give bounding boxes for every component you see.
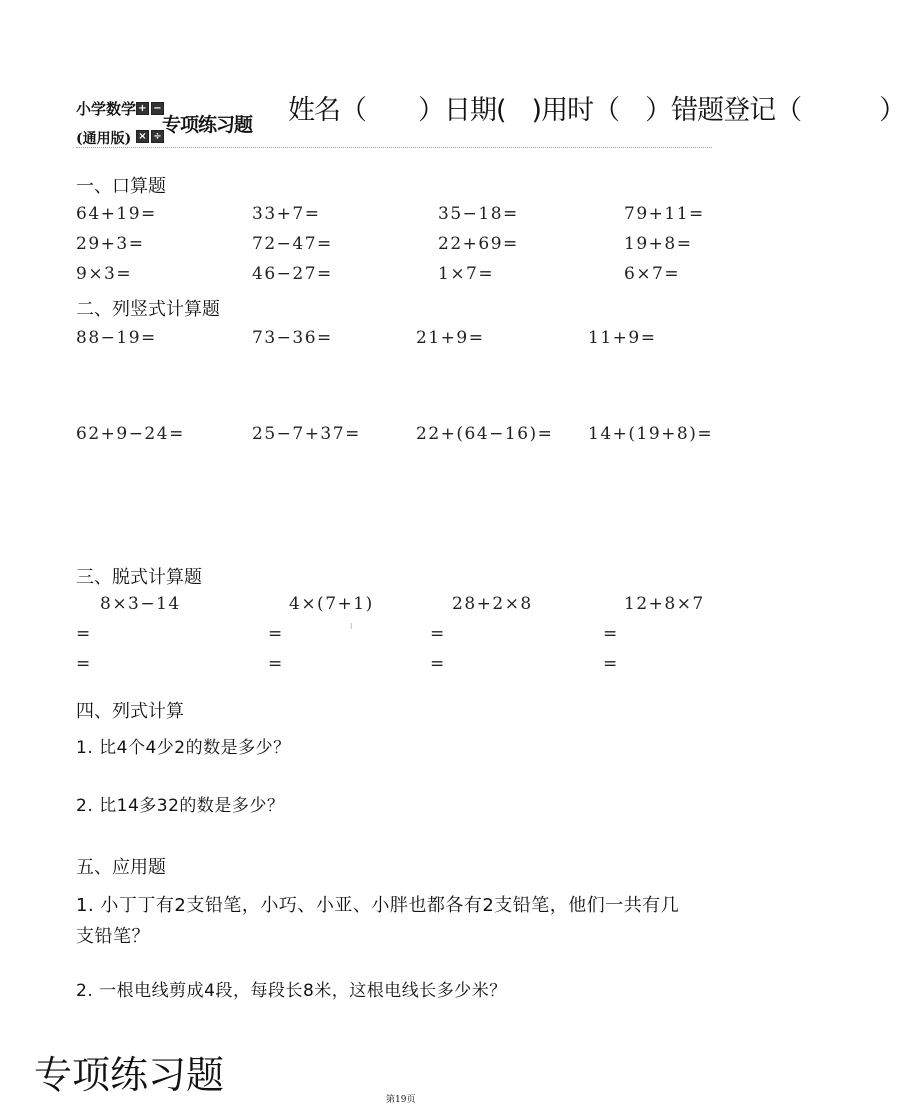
scan-speck: ⁝ xyxy=(350,622,353,631)
equals-sign: = xyxy=(603,654,618,674)
brand-line-1: 小学数学 xyxy=(76,100,137,118)
problem: 35−18= xyxy=(438,204,519,224)
problem: 9×3= xyxy=(76,264,133,284)
problem: 22+(64−16)= xyxy=(416,424,554,444)
equals-sign: = xyxy=(268,654,283,674)
section4-title: 四、列式计算 xyxy=(76,701,184,722)
problem: 46−27= xyxy=(252,264,333,284)
footer-title: 专项练习题 xyxy=(34,1053,225,1097)
equals-sign: = xyxy=(430,624,445,644)
section5-title: 五、应用题 xyxy=(76,857,166,878)
equals-sign: = xyxy=(76,654,91,674)
operator-badges-bottom xyxy=(136,130,164,143)
section1-title: 一、口算题 xyxy=(76,176,166,197)
equals-sign: = xyxy=(268,624,283,644)
problem: 88−19= xyxy=(76,328,157,348)
problem: 62+9−24= xyxy=(76,424,185,444)
problem: 21+9= xyxy=(416,328,485,348)
problem: 22+69= xyxy=(438,234,519,254)
equals-sign: = xyxy=(603,624,618,644)
problem: 33+7= xyxy=(252,204,321,224)
section3-title: 三、脱式计算题 xyxy=(76,567,202,588)
equals-sign: = xyxy=(76,624,91,644)
question: 2. 一根电线剪成4段，每段长8米，这根电线长多少米？ xyxy=(76,981,507,1001)
question: 1. 小丁丁有2支铅笔，小巧、小亚、小胖也都各有2支铅笔，他们一共有几 xyxy=(76,895,680,916)
problem: 64+19= xyxy=(76,204,157,224)
page-number: 第19页 xyxy=(386,1095,416,1105)
section2-title: 二、列竖式计算题 xyxy=(76,299,220,320)
divide-icon: ÷ xyxy=(151,130,164,143)
problem: 79+11= xyxy=(624,204,705,224)
question: 2. 比14多32的数是多少？ xyxy=(76,796,285,816)
problem: 25−7+37= xyxy=(252,424,361,444)
question-continuation: 支铅笔？ xyxy=(76,926,150,947)
problem: 28+2×8 xyxy=(452,594,533,614)
times-icon: × xyxy=(136,130,149,143)
brand-line-2: (通用版) xyxy=(76,131,132,147)
problem: 12+8×7 xyxy=(624,594,705,614)
problem: 6×7= xyxy=(624,264,681,284)
problem: 73−36= xyxy=(252,328,333,348)
problem: 19+8= xyxy=(624,234,693,254)
equals-sign: = xyxy=(430,654,445,674)
operator-badges-top xyxy=(136,102,164,115)
question: 1. 比4个4少2的数是多少？ xyxy=(76,738,291,758)
problem: 29+3= xyxy=(76,234,145,254)
minus-icon: − xyxy=(151,102,164,115)
header-divider xyxy=(76,147,712,148)
brand-title: 专项练习题 xyxy=(162,114,253,136)
student-info-line: 姓名（ ）日期( )用时（ ）错题登记（ ） xyxy=(288,95,905,126)
problem: 14+(19+8)= xyxy=(588,424,714,444)
problem: 1×7= xyxy=(438,264,495,284)
problem: 8×3−14 xyxy=(100,594,181,614)
problem: 11+9= xyxy=(588,328,657,348)
plus-icon: + xyxy=(136,102,149,115)
problem: 72−47= xyxy=(252,234,333,254)
problem: 4×(7+1) xyxy=(289,594,374,614)
